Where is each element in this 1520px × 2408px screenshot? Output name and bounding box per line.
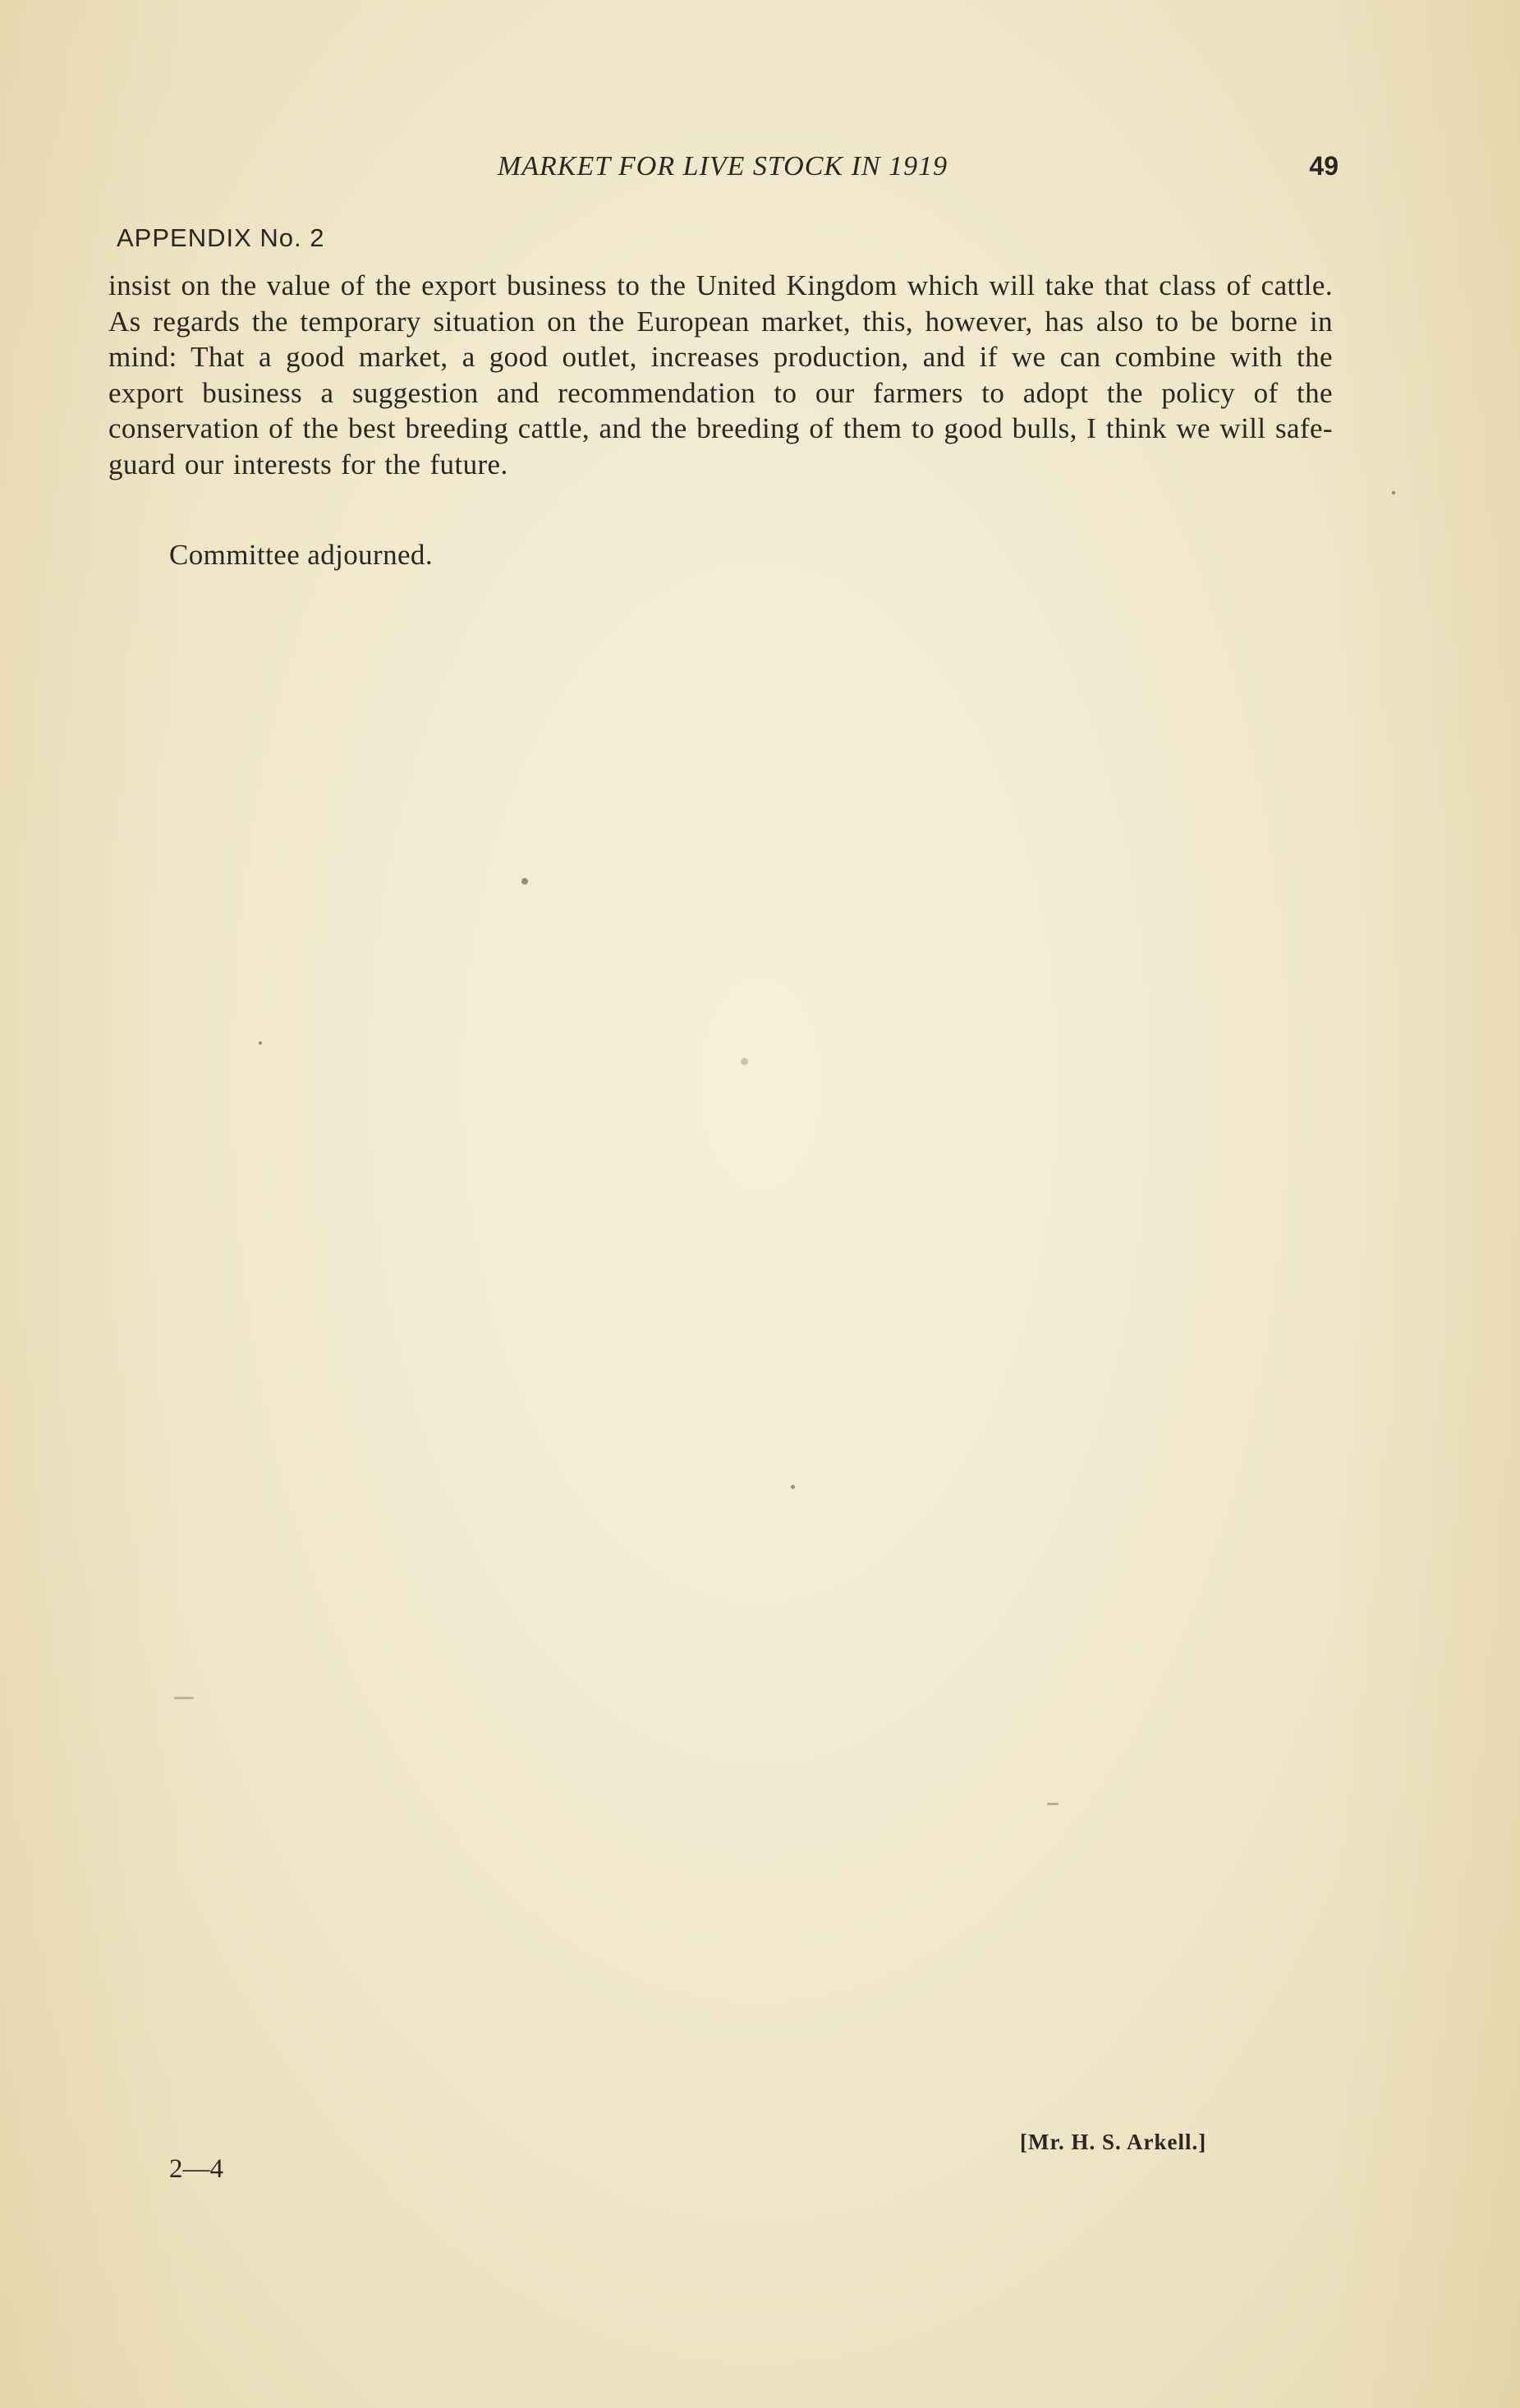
body-text bbox=[108, 268, 1333, 482]
paper-speck bbox=[174, 1697, 194, 1699]
paper-speck bbox=[521, 878, 528, 885]
paper-speck bbox=[1047, 1803, 1058, 1805]
page-number: 49 bbox=[1309, 151, 1339, 181]
body-paragraph: insist on the value of the export business to the United Kingdom which will take that class of cattle. As regards the temporary situation on the European market, this, however, has also to be borne in mind: That a good market, a good outlet, increases production, and if we can combine with the export business a suggestion and recommendation to our farmers to adopt the policy of the conservation of the best breeding cattle, and the breeding of them to good bulls, I think we will safe-guard our interests for the future. bbox=[108, 269, 1333, 480]
appendix-label: APPENDIX No. 2 bbox=[117, 223, 325, 252]
paper-speck bbox=[259, 1041, 262, 1045]
paper-speck bbox=[791, 1485, 795, 1489]
running-head bbox=[107, 151, 1339, 192]
running-title: MARKET FOR LIVE STOCK IN 1919 bbox=[497, 151, 948, 182]
speaker-attribution: [Mr. H. S. Arkell.] bbox=[1020, 2130, 1207, 2154]
closing-line: Committee adjourned. bbox=[169, 539, 433, 571]
signature-mark: 2—4 bbox=[169, 2154, 223, 2184]
paper-speck bbox=[741, 1058, 748, 1065]
paper-speck bbox=[1392, 491, 1395, 494]
